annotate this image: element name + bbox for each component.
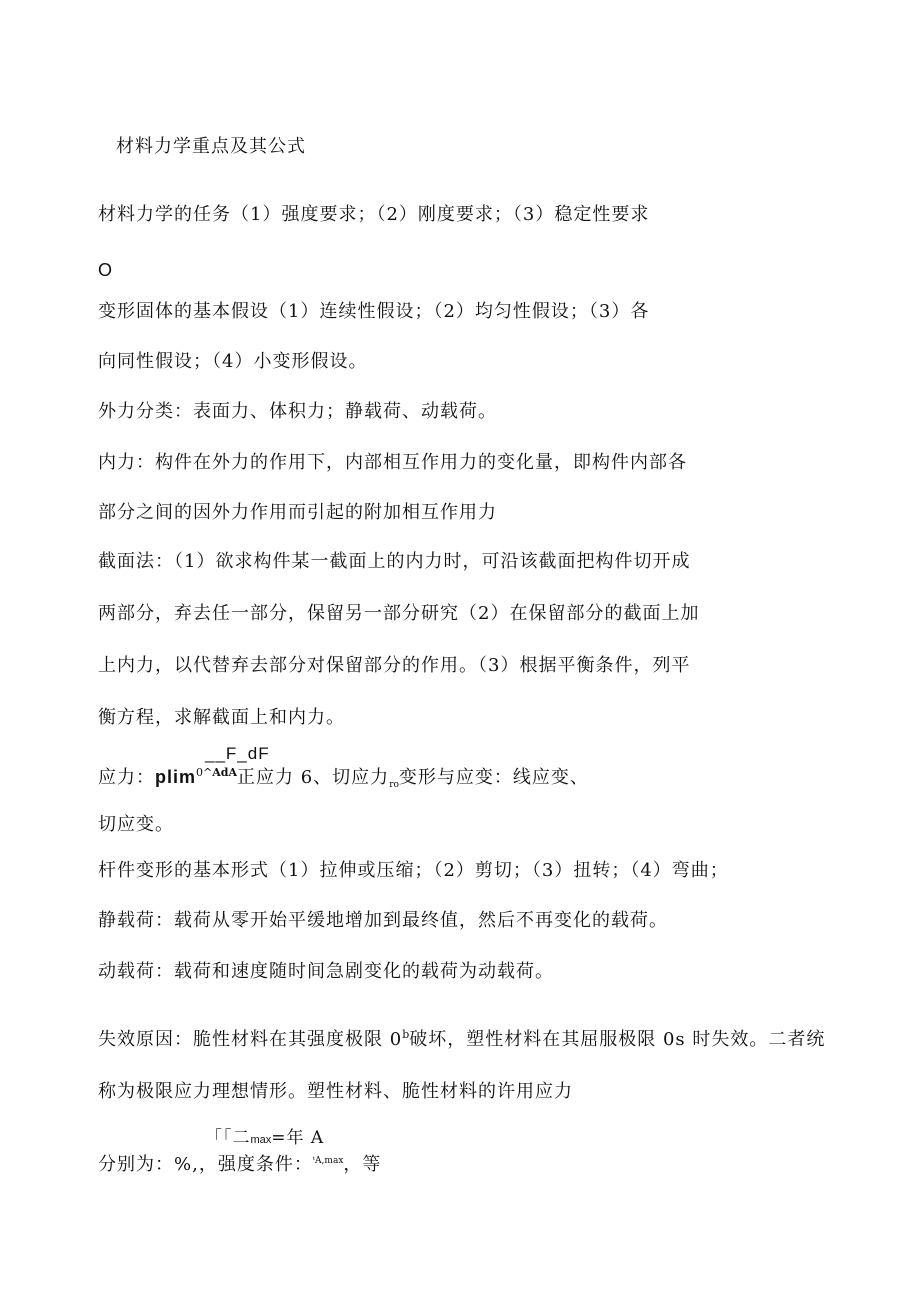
paragraph-line: 外力分类：表面力、体积力；静载荷、动载荷。 bbox=[98, 401, 497, 422]
paragraph-line: 切应变。 bbox=[98, 814, 174, 835]
formula-text: max bbox=[250, 1134, 272, 1146]
paragraph-line: 两部分，弃去任一部分，保留另一部分研究（2）在保留部分的截面上加 bbox=[98, 603, 700, 624]
paragraph-line: 部分之间的因外力作用而引起的附加相互作用力 bbox=[98, 502, 497, 523]
page-title: 材料力学重点及其公式 bbox=[116, 136, 306, 157]
formula-superscript: ^ bbox=[203, 766, 213, 779]
formula-text: 变形与应变：线应变、 bbox=[398, 767, 589, 788]
formula-text: plim bbox=[155, 767, 197, 787]
paragraph-line: 材料力学的任务（1）强度要求；（2）刚度要求；（3）稳定性要求 bbox=[98, 204, 650, 225]
failure-text: 失效原因：脆性材料在其强度极限 0 bbox=[98, 1029, 403, 1050]
allowable-superscript: max bbox=[324, 1156, 344, 1166]
formula-fraction-top: __F_dF bbox=[205, 744, 270, 763]
paragraph-line: 称为极限应力理想情形。塑性材料、脆性材料的许用应力 bbox=[98, 1081, 573, 1102]
paragraph-line: 动载荷：载荷和速度随时间急剧变化的载荷为动载荷。 bbox=[98, 961, 554, 982]
paragraph-line: O bbox=[98, 260, 114, 280]
paragraph-line: 变形固体的基本假设（1）连续性假设；（2）均匀性假设；（3）各 bbox=[98, 301, 650, 322]
paragraph-line: 衡方程，求解截面上和内力。 bbox=[98, 707, 345, 728]
failure-text: 破坏，塑性材料在其屈服极限 0s 时失效。二者统 bbox=[409, 1029, 826, 1050]
stress-label: 应力： bbox=[98, 767, 155, 788]
paragraph-line: 内力：构件在外力的作用下，内部相互作用力的变化量，即构件内部各 bbox=[98, 452, 687, 473]
allowable-text: ，等 bbox=[343, 1154, 382, 1175]
paragraph-line: 向同性假设；（4）小变形假设。 bbox=[98, 351, 368, 372]
formula-fraction-top bbox=[205, 1127, 324, 1151]
formula-subscript: ro bbox=[389, 780, 399, 790]
paragraph-line: 杆件变形的基本形式（1）拉伸或压缩；（2）剪切；（3）扭转；（4）弯曲； bbox=[98, 860, 729, 881]
failure-superscript: b bbox=[402, 1028, 410, 1041]
paragraph-line: 静载荷：载荷从零开始平缓地增加到最终值，然后不再变化的载荷。 bbox=[98, 910, 668, 931]
allowable-text: 分别为：%,，强度条件： bbox=[98, 1154, 313, 1175]
paragraph-line-allowable bbox=[98, 1154, 381, 1179]
paragraph-line: 截面法：（1）欲求构件某一截面上的内力时，可沿该截面把构件切开成 bbox=[98, 551, 691, 572]
formula-text: 正应力 6、切应力 bbox=[237, 767, 390, 788]
formula-text: =年 A bbox=[271, 1128, 325, 1148]
formula-superscript: 0 bbox=[196, 766, 204, 779]
allowable-superscript: ᵗA, bbox=[312, 1156, 325, 1166]
paragraph-line: 上内力，以代替弃去部分对保留部分的作用。（3）根据平衡条件，列平 bbox=[98, 655, 691, 676]
formula-text: 「「二 bbox=[205, 1128, 251, 1148]
paragraph-line-stress bbox=[98, 766, 589, 792]
paragraph-line-failure bbox=[98, 1029, 825, 1053]
formula-superscript: AdA bbox=[212, 766, 237, 779]
